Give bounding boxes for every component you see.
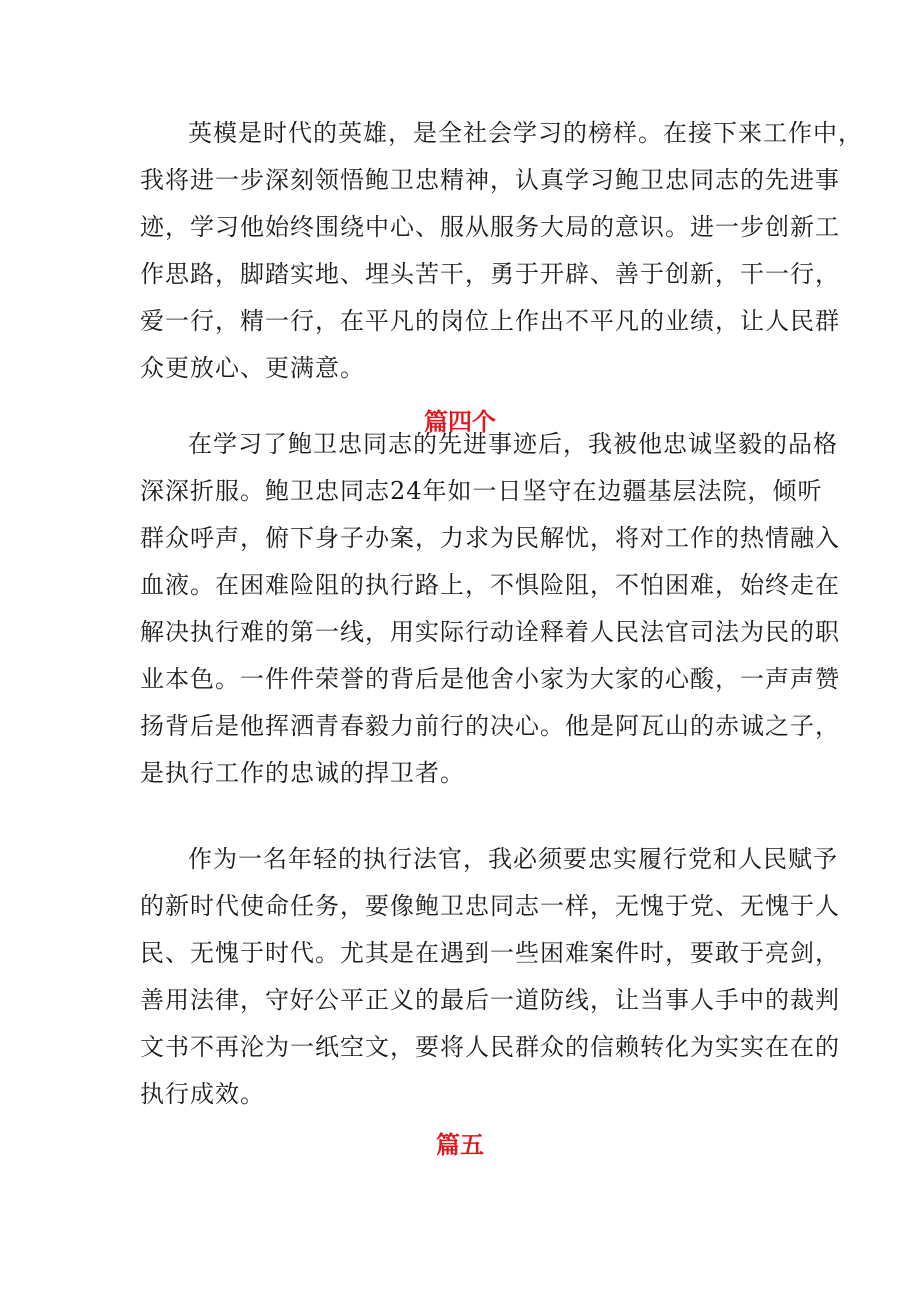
paragraph-line: 扬背后是他挥洒青春毅力前行的决心。他是阿瓦山的赤诚之子， xyxy=(140,712,840,740)
paragraph-line: 深深折服。鲍卫忠同志24年如一日坚守在边疆基层法院，倾听 xyxy=(140,477,823,505)
section-heading-5: 篇五 xyxy=(436,1131,484,1159)
paragraph-line: 作为一名年轻的执行法官，我必须要忠实履行党和人民赋予 xyxy=(188,845,838,873)
paragraph-line: 执行成效。 xyxy=(140,1080,265,1108)
paragraph-line: 解决执行难的第一线，用实际行动诠释着人民法官司法为民的职 xyxy=(140,618,840,646)
paragraph-line: 业本色。一件件荣誉的背后是他舍小家为大家的心酸，一声声赞 xyxy=(140,665,840,693)
paragraph-line: 是执行工作的忠诚的捍卫者。 xyxy=(140,759,465,787)
paragraph-section4-intro xyxy=(140,421,840,797)
paragraph-line: 迹，学习他始终围绕中心、服从服务大局的意识。进一步创新工 xyxy=(140,213,840,241)
paragraph-line: 我将进一步深刻领悟鲍卫忠精神，认真学习鲍卫忠同志的先进事 xyxy=(140,166,840,194)
section-heading-4: 篇四个 xyxy=(424,408,496,436)
paragraph-line: 血液。在困难险阻的执行路上，不惧险阻，不怕困难，始终走在 xyxy=(140,571,840,599)
paragraph-line: 众更放心、更满意。 xyxy=(140,354,365,382)
paragraph-line: 文书不再沦为一纸空文，要将人民群众的信赖转化为实实在在的 xyxy=(140,1033,840,1061)
paragraph-line: 爱一行，精一行，在平凡的岗位上作出不平凡的业绩，让人民群 xyxy=(140,307,840,335)
paragraph-line: 善用法律，守好公平正义的最后一道防线，让当事人手中的裁判 xyxy=(140,986,840,1014)
paragraph-line: 作思路，脚踏实地、埋头苦干，勇于开辟、善于创新，干一行， xyxy=(140,260,840,288)
paragraph-hero-models xyxy=(140,110,863,392)
paragraph-line: 的新时代使命任务，要像鲍卫忠同志一样，无愧于党、无愧于人 xyxy=(140,892,840,920)
paragraph-line: 在学习了鲍卫忠同志的先进事迹后，我被他忠诚坚毅的品格 xyxy=(188,430,838,458)
paragraph-line: 英模是时代的英雄，是全社会学习的榜样。在接下来工作中， xyxy=(188,119,863,147)
paragraph-line: 民、无愧于时代。尤其是在遇到一些困难案件时，要敢于亮剑， xyxy=(140,939,840,967)
paragraph-section4-commitment xyxy=(140,836,840,1118)
paragraph-line: 群众呼声，俯下身子办案，力求为民解忧，将对工作的热情融入 xyxy=(140,524,840,552)
